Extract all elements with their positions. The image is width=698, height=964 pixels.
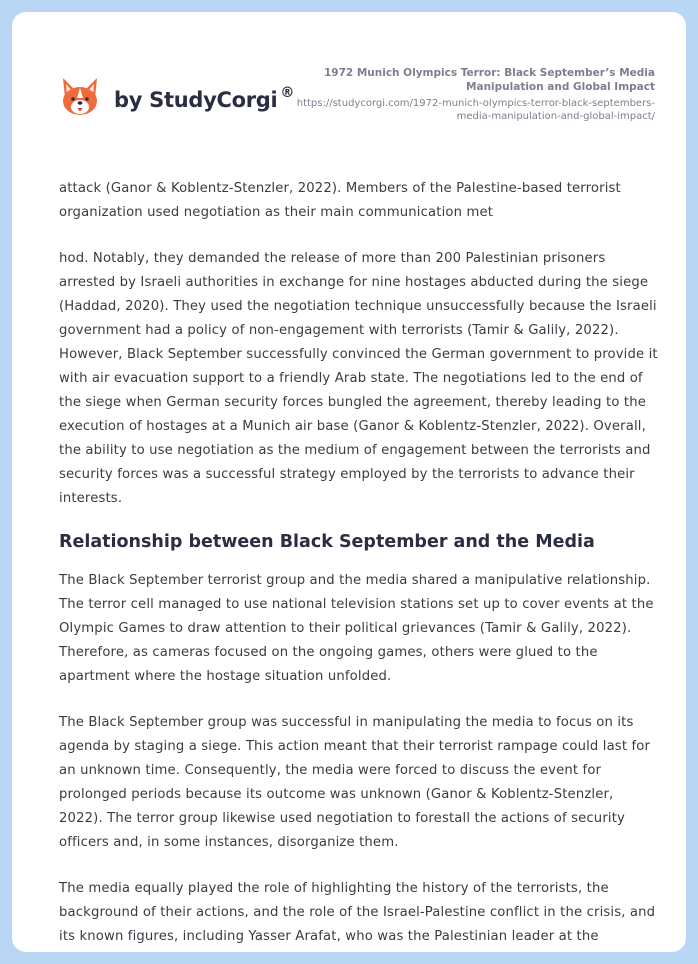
document-page	[12, 12, 686, 952]
studycorgi-logo[interactable]	[60, 76, 294, 120]
section-heading: Relationship between Black September and the Media	[59, 532, 595, 552]
paragraph: The Black September group was successful in manipulating the media to focus on its agenda by staging a siege. This action meant that their terrorist rampage could last for an unknown time. Consequently, the media were forced to discuss the event for prolonged periods because its outcome was unknown (Ganor & Koblentz-Stenzler, 2022). The terror group likewise used negotiation to forestall the actions of security officers and, in some instances, disorganize them.	[59, 715, 651, 850]
paragraph: The Black September terrorist group and the media shared a manipulative relationship. The terror cell managed to use national television stations set up to cover events at the Olympic Games to draw attention to their political grievances (Tamir & Galily, 2022). Therefore, as cameras focused on the ongoing games, others were glued to the apartment where the hostage situation unfolded.	[59, 573, 654, 684]
document-url[interactable]: https://studycorgi.com/1972-munich-olympics-terror-black-septembers-media-manipulation-and-global-impact/	[296, 98, 655, 122]
page-header	[12, 12, 686, 162]
document-body	[59, 177, 659, 952]
corgi-head-icon	[60, 76, 100, 120]
document-meta	[295, 66, 655, 123]
brand-name: by StudyCorgi ®	[114, 85, 295, 112]
document-title: 1972 Munich Olympics Terror: Black September’s Media Manipulation and Global Impact	[323, 67, 655, 93]
paragraph: The media equally played the role of highlighting the history of the terrorists, the background of their actions, and the role of the Israel-Palestine conflict in the crisis, and its known figures, including Yasser Arafat, who was the Palestinian leader at the	[59, 881, 656, 944]
paragraph: hod. Notably, they demanded the release of more than 200 Palestinian prisoners arrested by Israeli authorities in exchange for nine hostages abducted during the siege (Haddad, 2020). They used the negotiation technique unsuccessfully because the Israeli government had a policy of non-engagement with terrorists (Tamir & Galily, 2022). However, Black September successfully convinced the German government to provide it with air evacuation support to a friendly Arab state. The negotiations led to the end of the siege when German security forces bungled the agreement, thereby leading to the execution of hostages at a Munich air base (Ganor & Koblentz-Stenzler, 2022). Overall, the ability to use negotiation as the medium of engagement between the terrorists and security forces was a successful strategy employed by the terrorists to advance their interests.	[59, 251, 658, 506]
paragraph: attack (Ganor & Koblentz-Stenzler, 2022). Members of the Palestine-based terrorist organization used negotiation as their main communication met	[59, 181, 621, 220]
registered-mark: ®	[280, 85, 295, 101]
